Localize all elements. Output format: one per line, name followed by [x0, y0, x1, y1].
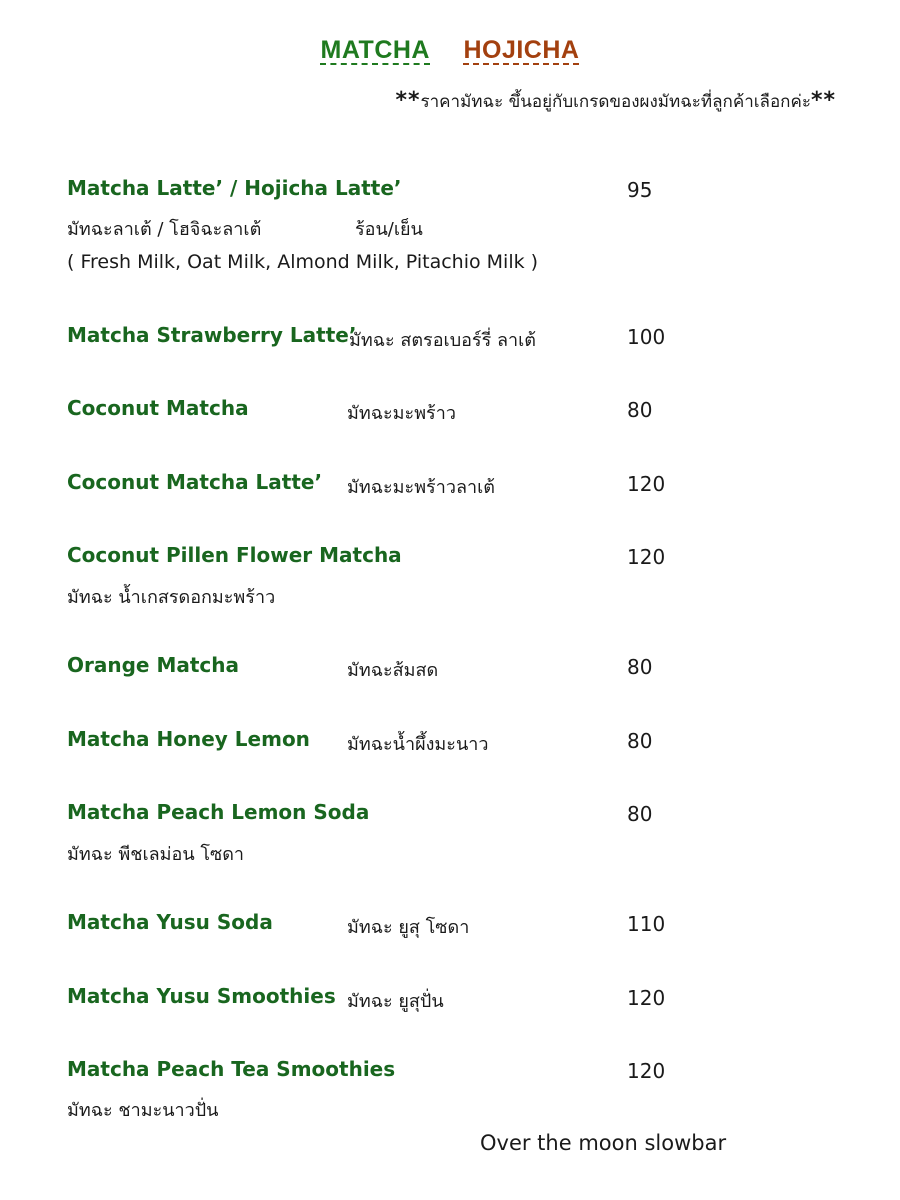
item-name: Matcha Honey Lemon [67, 727, 310, 751]
item-name: Matcha Yusu Smoothies [67, 984, 336, 1008]
item-price: 80 [627, 729, 653, 753]
item-name: Coconut Pillen Flower Matcha [67, 543, 402, 567]
item-name: Coconut Matcha Latte’ [67, 470, 323, 494]
item-price: 120 [627, 986, 666, 1010]
item-price: 100 [627, 325, 666, 349]
title-matcha: MATCHA [320, 36, 430, 64]
item-price: 110 [627, 912, 666, 936]
item-thai-name: มัทฉะ น้ำเกสรดอกมะพร้าว [67, 587, 276, 608]
item-thai-name: มัทฉะ ชามะนาวปั่น [67, 1100, 219, 1121]
item-thai-name: มัทฉะ ยูสุ โซดา [347, 917, 470, 938]
item-price: 80 [627, 655, 653, 679]
item-name: Orange Matcha [67, 653, 239, 677]
shop-name-footer: Over the moon slowbar [480, 1131, 727, 1155]
title-hojicha: HOJICHA [463, 36, 580, 64]
item-name: Matcha Yusu Soda [67, 910, 273, 934]
item-name: Matcha Latte’ / Hojicha Latte’ [67, 176, 402, 200]
item-thai-name: มัทฉะน้ำผึ้งมะนาว [347, 734, 489, 755]
item-thai-name: มัทฉะ ยูสุปั่น [347, 991, 444, 1012]
item-thai-name: มัทฉะ สตรอเบอร์รี่ ลาเต้ [349, 330, 536, 351]
item-price: 80 [627, 802, 653, 826]
item-price: 80 [627, 398, 653, 422]
item-price: 120 [627, 1059, 666, 1083]
item-thai-name: มัทฉะมะพร้าวลาเต้ [347, 477, 495, 498]
note-stars-right: ** [810, 88, 836, 113]
item-temperature: ร้อน/เย็น [355, 219, 423, 240]
price-note [395, 88, 836, 115]
item-thai-name: มัทฉะ พีชเลม่อน โซดา [67, 844, 245, 865]
item-price: 120 [627, 472, 666, 496]
note-stars-left: ** [395, 88, 421, 113]
item-name: Matcha Peach Lemon Soda [67, 800, 370, 824]
item-milk-options: ( Fresh Milk, Oat Milk, Almond Milk, Pitachio Milk ) [67, 251, 539, 273]
item-price: 95 [627, 178, 653, 202]
item-thai-name: มัทฉะมะพร้าว [347, 403, 456, 424]
item-name: Matcha Peach Tea Smoothies [67, 1057, 396, 1081]
item-price: 120 [627, 545, 666, 569]
item-thai-name: มัทฉะส้มสด [347, 660, 439, 681]
menu-title [0, 36, 900, 65]
item-name: Coconut Matcha [67, 396, 249, 420]
item-name: Matcha Strawberry Latte’ [67, 323, 357, 347]
item-thai-name: มัทฉะลาเต้ / โฮจิฉะลาเต้ [67, 219, 262, 240]
note-text: ราคามัทฉะ ขึ้นอยู่กับเกรดของผงมัทฉะที่ลูกค้าเลือกค่ะ [420, 92, 811, 112]
